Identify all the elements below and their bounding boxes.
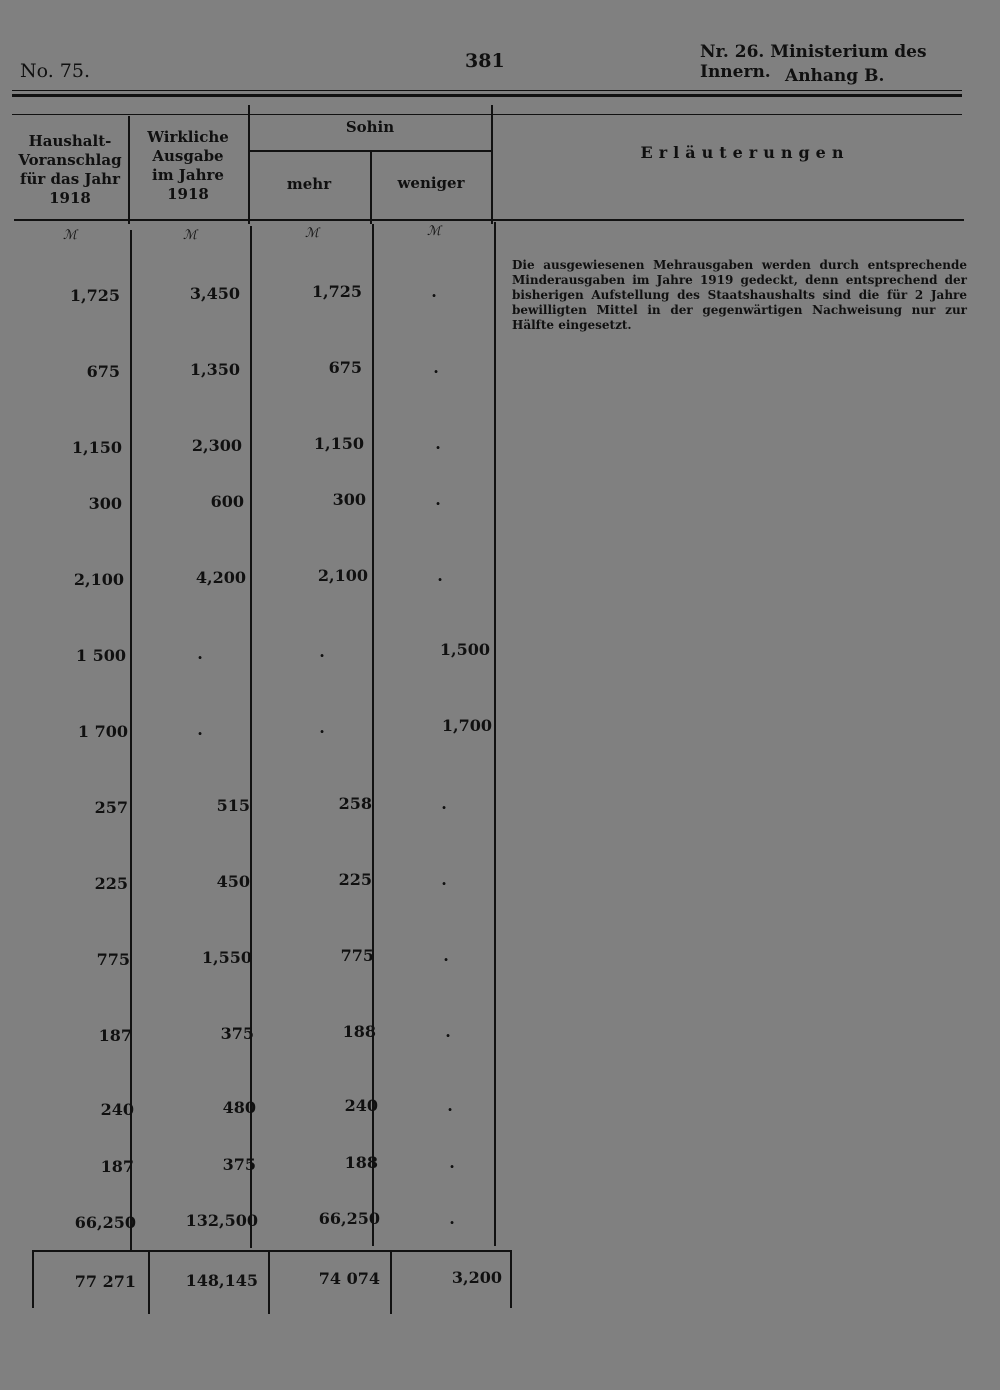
- header-rule: [12, 114, 962, 115]
- column-header-explanations: Erläuterungen: [640, 143, 850, 162]
- cell-budget: 1,725: [69, 286, 120, 305]
- total-budget: 77 271: [74, 1272, 136, 1291]
- cell-more: 66,250: [318, 1209, 380, 1228]
- cell-actual: 2,300: [191, 436, 242, 455]
- cell-more: .: [319, 718, 325, 737]
- cell-budget: 1 500: [75, 646, 126, 665]
- cell-more: 1,150: [313, 434, 364, 453]
- cell-less: .: [431, 282, 437, 301]
- cell-actual: 1,350: [189, 360, 240, 379]
- column-group-header: Sohin: [345, 118, 395, 136]
- cell-actual: 375: [220, 1024, 254, 1043]
- document-number: No. 75.: [20, 60, 91, 82]
- cell-budget: 240: [100, 1100, 134, 1119]
- column-header-actual: Wirkliche Ausgabe im Jahre 1918: [147, 128, 229, 203]
- cell-more: 2,100: [317, 566, 368, 585]
- cell-budget: 675: [86, 362, 120, 381]
- cell-less: .: [443, 946, 449, 965]
- sohin-underline: [250, 150, 491, 152]
- top-rule-thin: [12, 90, 962, 91]
- col-divider: [372, 224, 374, 1246]
- unit-mark: ℳ: [427, 224, 441, 239]
- cell-more: 775: [340, 946, 374, 965]
- cell-less: .: [433, 358, 439, 377]
- cell-more: 258: [338, 794, 372, 813]
- cell-actual: 3,450: [189, 284, 240, 303]
- cell-less: .: [447, 1096, 453, 1115]
- cell-actual: 480: [222, 1098, 256, 1117]
- header-bottom-rule: [14, 219, 964, 221]
- total-less: 3,200: [451, 1268, 502, 1287]
- cell-budget: 187: [98, 1026, 132, 1045]
- total-more: 74 074: [318, 1269, 380, 1288]
- cell-budget: 187: [100, 1157, 134, 1176]
- cell-budget: 1,150: [71, 438, 122, 457]
- cell-actual: .: [197, 644, 203, 663]
- cell-less: .: [445, 1022, 451, 1041]
- cell-budget: 66,250: [74, 1213, 136, 1232]
- total-actual: 148,145: [185, 1271, 258, 1290]
- cell-actual: 4,200: [195, 568, 246, 587]
- cell-less: .: [441, 870, 447, 889]
- cell-more: 188: [342, 1022, 376, 1041]
- col-divider: [130, 230, 132, 1250]
- column-header-less: weniger: [397, 174, 465, 192]
- cell-less: .: [449, 1153, 455, 1172]
- cell-less: 1,700: [441, 716, 492, 735]
- cell-more: 188: [344, 1153, 378, 1172]
- col-divider: [491, 105, 493, 224]
- unit-mark: ℳ: [183, 228, 197, 243]
- top-rule-thick: [12, 94, 962, 97]
- unit-mark: ℳ: [63, 228, 77, 243]
- cell-actual: 375: [222, 1155, 256, 1174]
- cell-less: .: [441, 794, 447, 813]
- unit-mark: ℳ: [305, 226, 319, 241]
- cell-actual: .: [197, 720, 203, 739]
- cell-actual: 515: [216, 796, 250, 815]
- column-header-budget: Haushalt- Voranschlag für das Jahr 1918: [18, 132, 122, 207]
- cell-less: 1,500: [439, 640, 490, 659]
- cell-actual: 1,550: [201, 948, 252, 967]
- col-divider: [494, 222, 496, 1246]
- totals-rule: [34, 1250, 511, 1252]
- cell-more: 225: [338, 870, 372, 889]
- cell-more: .: [319, 642, 325, 661]
- cell-budget: 225: [94, 874, 128, 893]
- cell-budget: 1 700: [77, 722, 128, 741]
- cell-actual: 450: [216, 872, 250, 891]
- cell-budget: 257: [94, 798, 128, 817]
- column-header-more: mehr: [286, 175, 332, 193]
- cell-actual: 600: [210, 492, 244, 511]
- cell-actual: 132,500: [185, 1211, 258, 1230]
- cell-budget: 775: [96, 950, 130, 969]
- col-divider: [250, 226, 252, 1248]
- explanation-text: Die ausgewiesenen Mehrausgaben werden durch entsprechende Minderausgaben im Jahre 1919 gedeckt, denn entsprechend der bisherigen Aufstellung des Staatshaushalts sind die für 2 Jahre bewilligten Mittel in der gegenwärtigen Nachweisung nur zur Hälfte eingesetzt.: [512, 258, 967, 332]
- cell-less: .: [435, 434, 441, 453]
- cell-more: 675: [328, 358, 362, 377]
- page-number: 381: [465, 50, 505, 72]
- cell-more: 300: [332, 490, 366, 509]
- cell-less: .: [449, 1209, 455, 1228]
- cell-less: .: [437, 566, 443, 585]
- cell-more: 1,725: [311, 282, 362, 301]
- cell-budget: 2,100: [73, 570, 124, 589]
- col-divider: [510, 1250, 512, 1308]
- cell-more: 240: [344, 1096, 378, 1115]
- appendix-label: Anhang B.: [785, 66, 885, 86]
- section-title: Nr. 26. Ministerium des Innern.: [700, 42, 927, 82]
- cell-budget: 300: [88, 494, 122, 513]
- cell-less: .: [435, 490, 441, 509]
